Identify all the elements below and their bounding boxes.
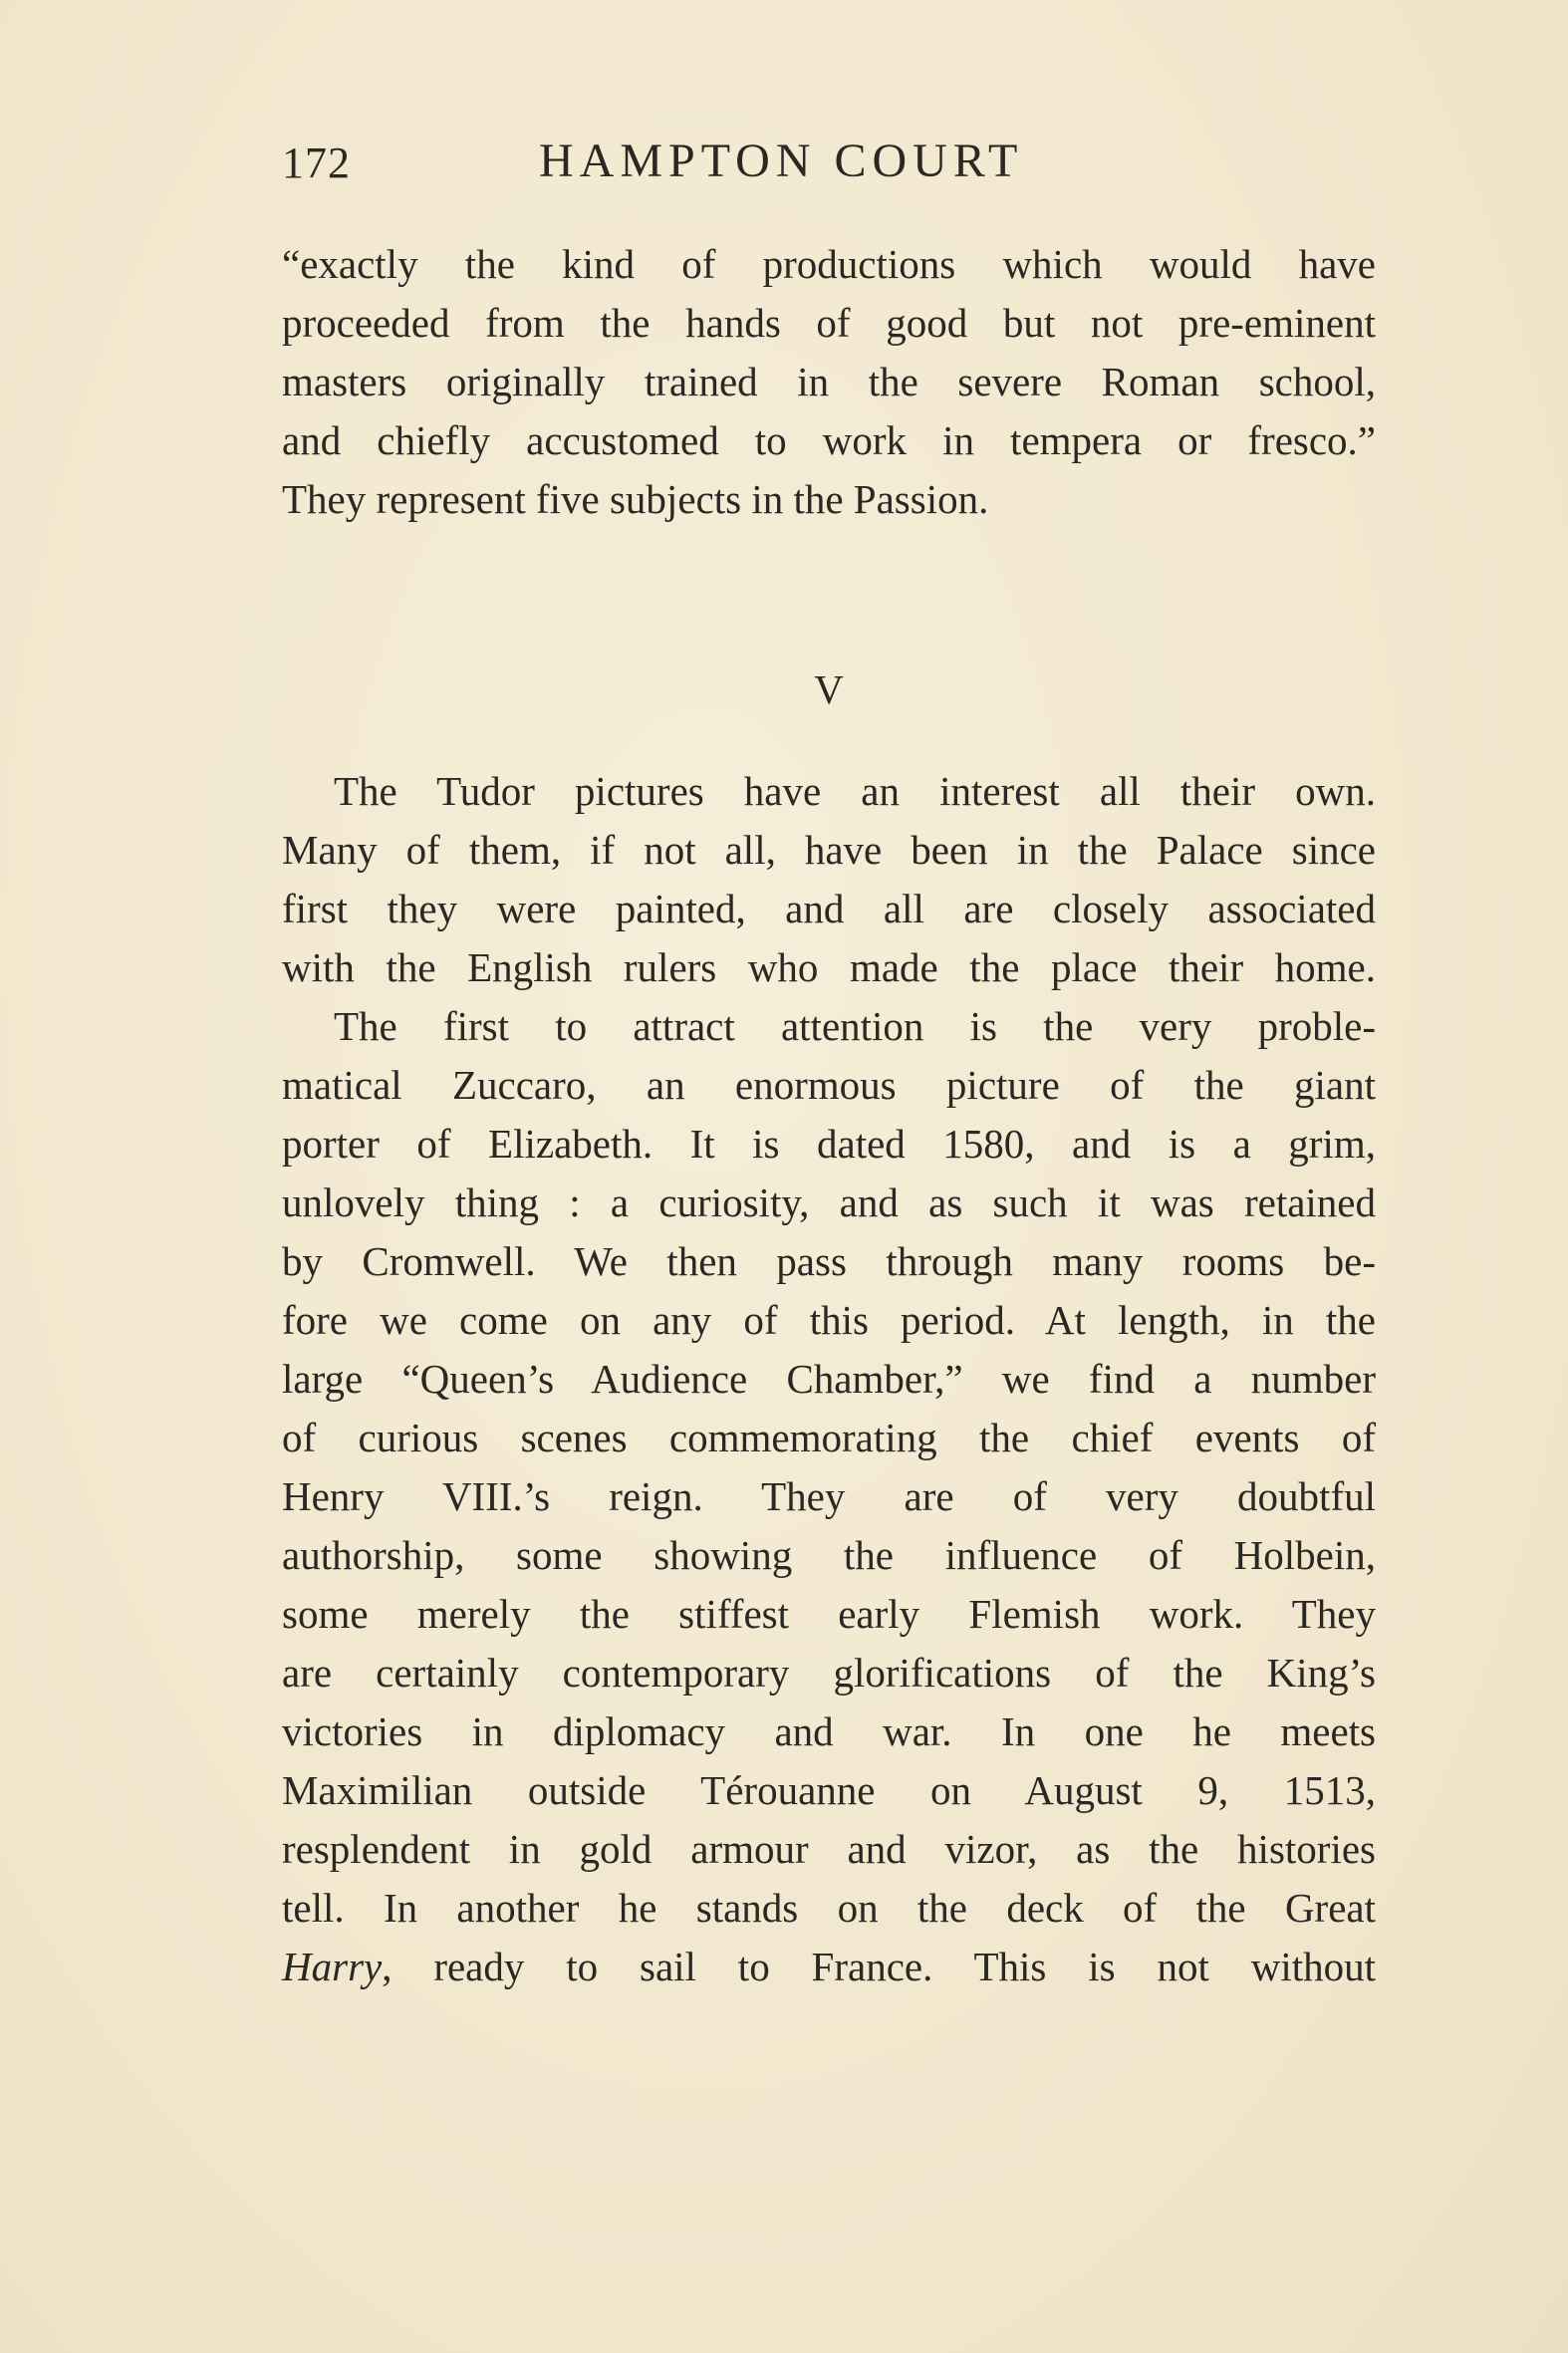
text-line: Henry VIII.’s reign. They are of very doubtful bbox=[282, 1473, 1376, 1519]
text-line: “exactly the kind of productions which would have bbox=[282, 241, 1376, 287]
text-line: They represent five subjects in the Passion. bbox=[282, 476, 989, 522]
text-line: masters originally trained in the severe Roman school, bbox=[282, 359, 1376, 404]
text-line: of curious scenes commemorating the chief events of bbox=[282, 1415, 1376, 1460]
text-line: resplendent in gold armour and vizor, as the histories bbox=[282, 1826, 1376, 1872]
text-line: tell. In another he stands on the deck of the Great bbox=[282, 1885, 1376, 1931]
text-line: first they were painted, and all are closely associated bbox=[282, 886, 1376, 931]
text-line: some merely the stiffest early Flemish work. They bbox=[282, 1591, 1376, 1637]
text-line: with the English rulers who made the place their home. bbox=[282, 944, 1376, 990]
text-line-final bbox=[282, 1938, 1376, 1996]
text-line: victories in diplomacy and war. In one he meets bbox=[282, 1708, 1376, 1754]
text-line: fore we come on any of this period. At length, in the bbox=[282, 1297, 1376, 1343]
page-header bbox=[282, 134, 1378, 197]
text-line: authorship, some showing the influence of Holbein, bbox=[282, 1532, 1376, 1578]
text-line: Maximilian outside Térouanne on August 9, 1513, bbox=[282, 1767, 1376, 1813]
ship-name: Harry bbox=[282, 1944, 383, 1989]
intro-paragraph bbox=[282, 235, 1376, 529]
page-number: 172 bbox=[282, 138, 351, 187]
running-head: HAMPTON COURT bbox=[539, 134, 1024, 187]
text-line: porter of Elizabeth. It is dated 1580, and is a grim, bbox=[282, 1121, 1376, 1167]
text-line: are certainly contemporary glorifications of the King’s bbox=[282, 1650, 1376, 1696]
final-line-rest: , ready to sail to France. This is not without bbox=[382, 1944, 1376, 1989]
text-line: The first to attract attention is the very proble- bbox=[334, 1003, 1376, 1049]
text-line: Many of them, if not all, have been in the Palace since bbox=[282, 827, 1376, 873]
text-line: by Cromwell. We then pass through many rooms be- bbox=[282, 1238, 1376, 1284]
section-heading: V bbox=[814, 666, 844, 712]
text-line: large “Queen’s Audience Chamber,” we find a number bbox=[282, 1356, 1376, 1402]
body-paragraphs bbox=[282, 762, 1376, 1996]
text-line: The Tudor pictures have an interest all their own. bbox=[334, 768, 1376, 814]
text-line: proceeded from the hands of good but not pre-eminent bbox=[282, 300, 1376, 346]
text-line: matical Zuccaro, an enormous picture of the giant bbox=[282, 1062, 1376, 1108]
text-line: and chiefly accustomed to work in tempera or fresco.” bbox=[282, 417, 1376, 463]
text-line: unlovely thing : a curiosity, and as such it was retained bbox=[282, 1179, 1376, 1225]
